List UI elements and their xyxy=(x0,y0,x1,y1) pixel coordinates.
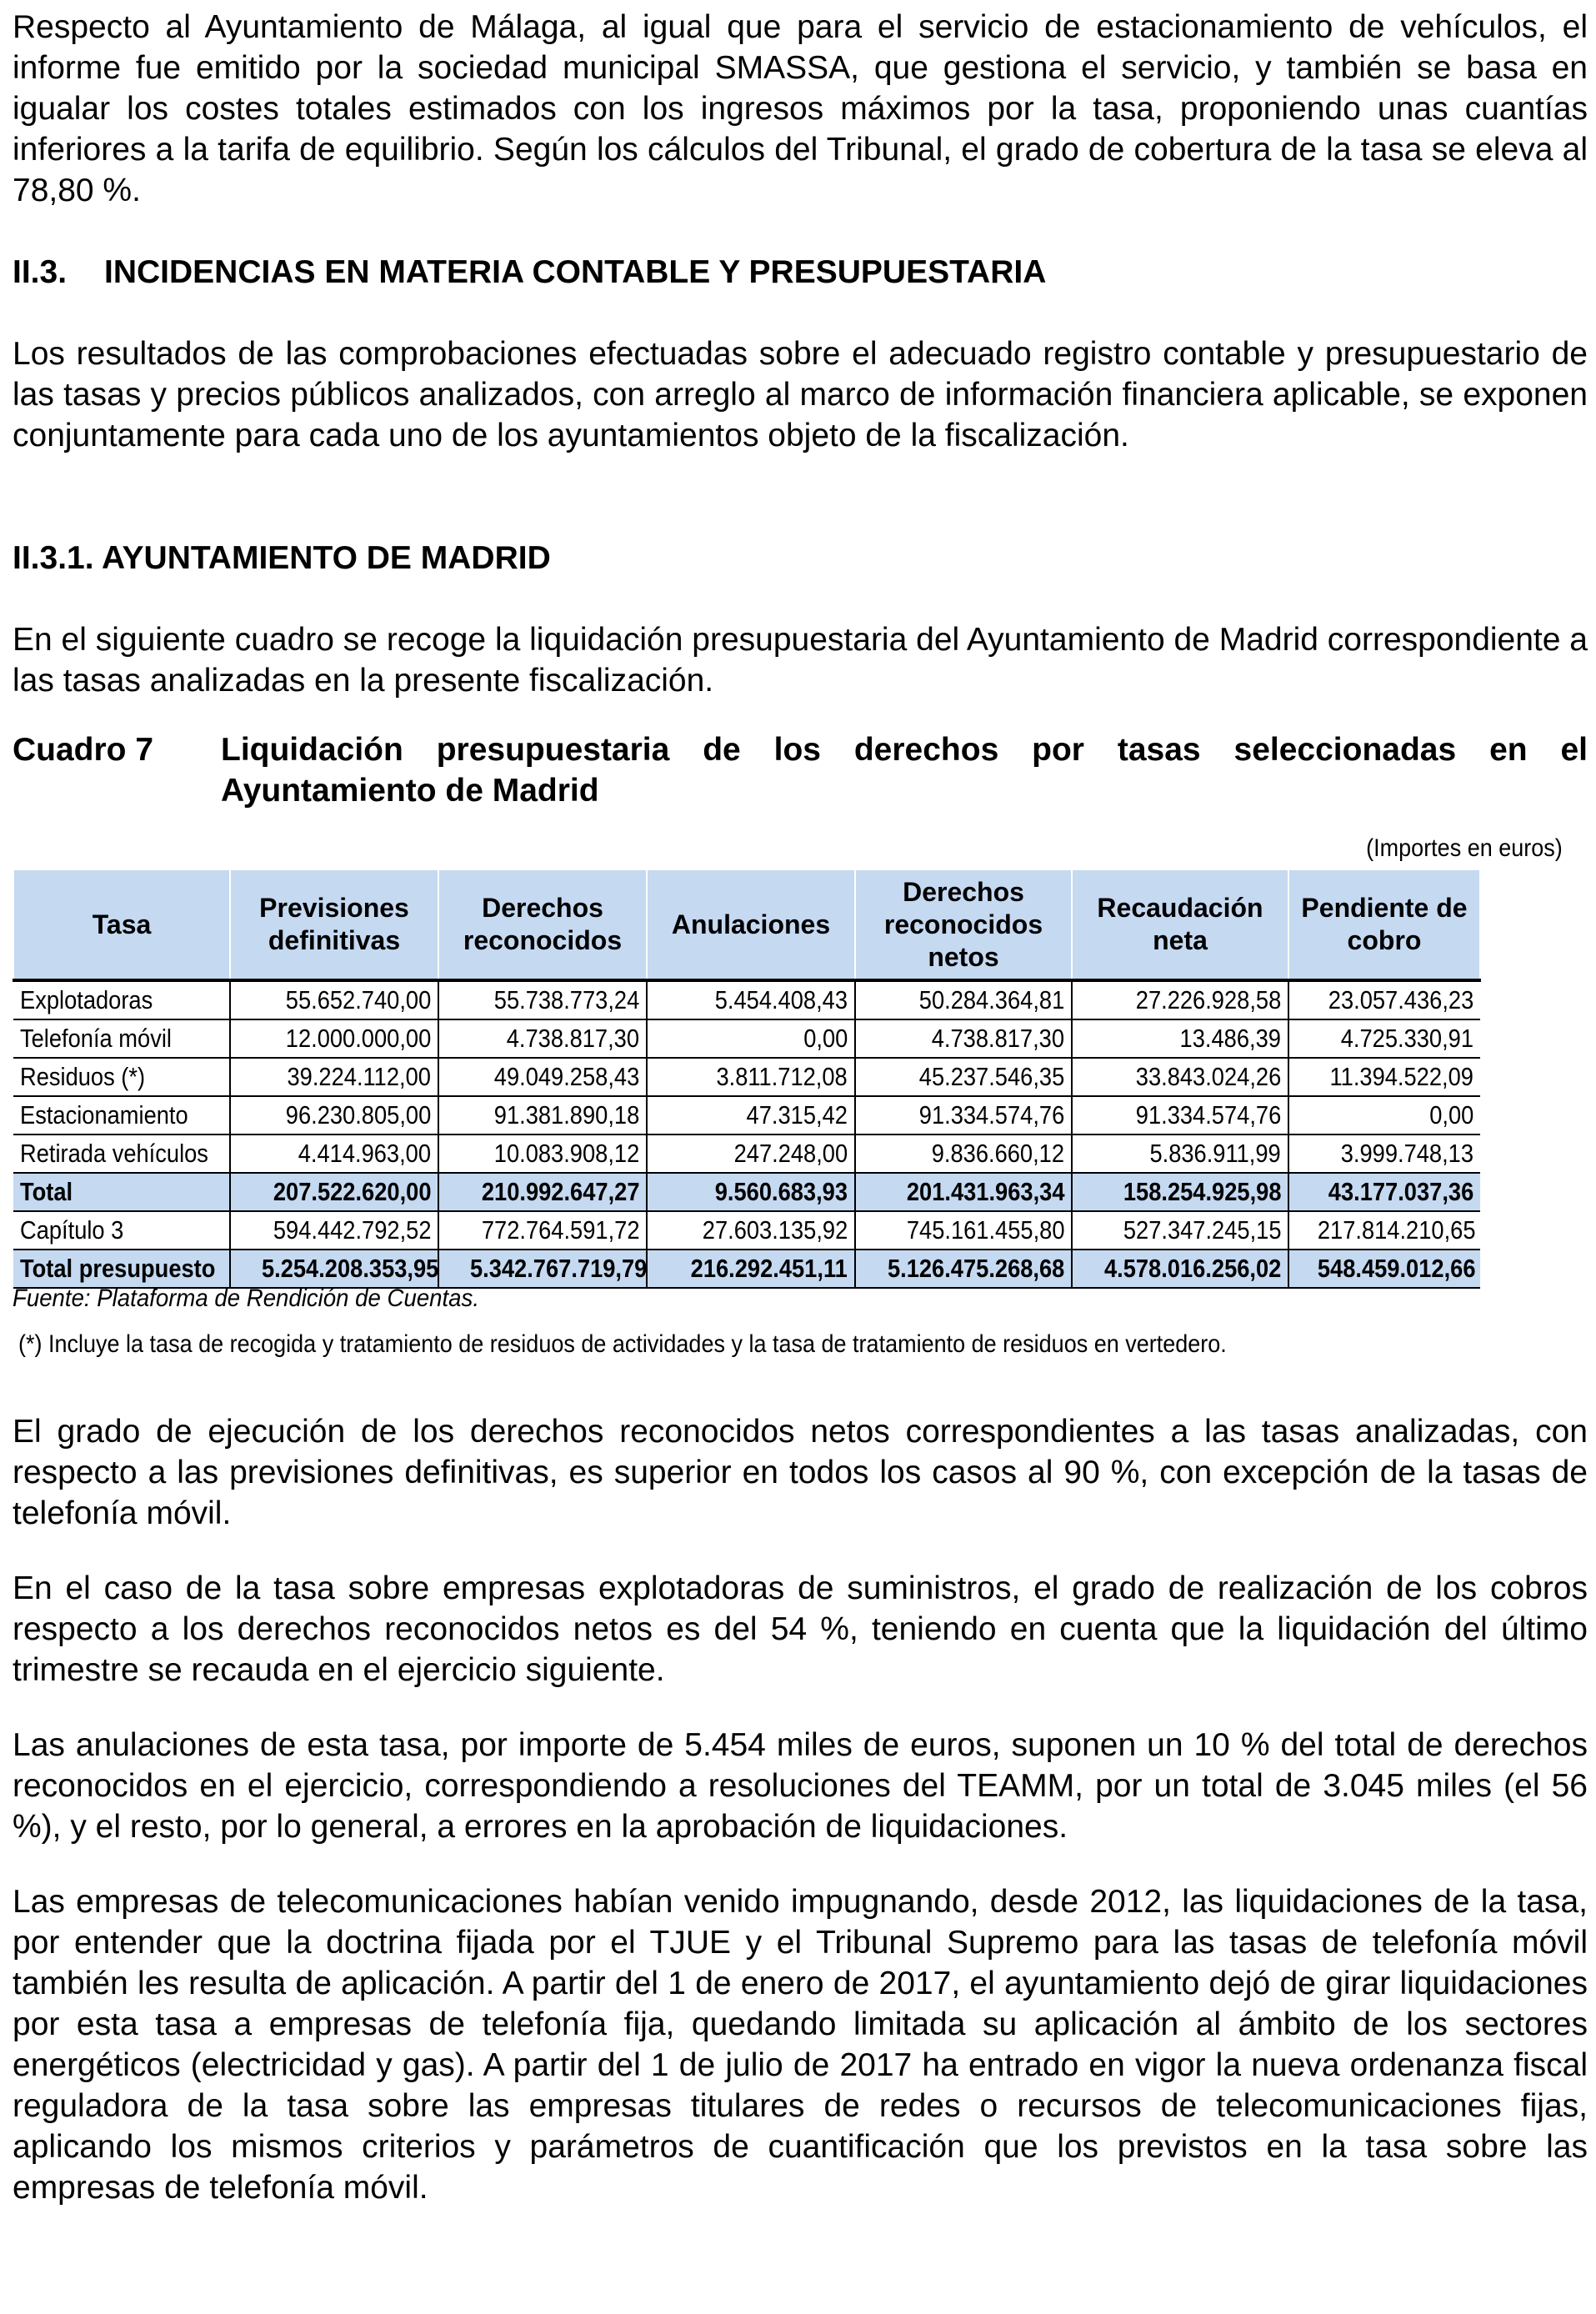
paragraph-explotadoras: En el caso de la tasa sobre empresas explotadoras de suministros, el grado de realización de los cobros respecto a los derechos reconocidos netos es del 54 %, teniendo en cuenta que la liquidación del último trimestre se recauda en el ejercicio siguiente. xyxy=(13,1570,1588,1688)
paragraph-malaga: Respecto al Ayuntamiento de Málaga, al igual que para el servicio de estacionamiento de vehículos, el informe fue emitido por la sociedad municipal SMASSA, que gestiona el servicio, y también se basa en igualar los costes totales estimados con los ingresos máximos por la tasa, proponiendo unas cuantías inferiores a la tarifa de equilibrio. Según los cálculos del Tribunal, el grado de cobertura de la tasa se eleva al 78,80 %. xyxy=(13,9,1588,208)
table-cell: 45.237.546,35 xyxy=(855,1058,1072,1096)
table-cell: 23.057.436,23 xyxy=(1288,980,1480,1019)
row-label: Estacionamiento xyxy=(13,1096,230,1134)
table-cell: 207.522.620,00 xyxy=(230,1173,438,1211)
row-label: Explotadoras xyxy=(13,980,230,1019)
table-cell: 39.224.112,00 xyxy=(230,1058,438,1096)
table-row xyxy=(13,1019,1480,1058)
table-cell: 55.652.740,00 xyxy=(230,980,438,1019)
table-footnote: (*) Incluye la tasa de recogida y tratamiento de residuos de actividades y la tasa de tratamiento de residuos en vertedero. xyxy=(18,1330,1227,1358)
header-previsiones: Previsiones definitivas xyxy=(230,869,438,980)
paragraph-anulaciones: Las anulaciones de esta tasa, por importe de 5.454 miles de euros, suponen un 10 % del total de derechos reconocidos en el ejercicio, correspondiendo a resoluciones del TEAMM, por un total de 3.045 miles (el 56 %), y el resto, por lo general, a errores en la aprobación de liquidaciones. xyxy=(13,1727,1588,1845)
row-label: Capítulo 3 xyxy=(13,1211,230,1250)
table-cell: 91.334.574,76 xyxy=(855,1096,1072,1134)
table-cell: 91.334.574,76 xyxy=(1072,1096,1288,1134)
row-label: Retirada vehículos xyxy=(13,1134,230,1173)
table-row xyxy=(13,1134,1480,1173)
table-cell: 9.836.660,12 xyxy=(855,1134,1072,1173)
section-heading-incidencias xyxy=(13,252,1046,293)
row-label: Total presupuesto xyxy=(13,1250,230,1288)
table-cell: 11.394.522,09 xyxy=(1288,1058,1480,1096)
paragraph-resultados: Los resultados de las comprobaciones efectuadas sobre el adecuado registro contable y presupuestario de las tasas y precios públicos analizados, con arreglo al marco de información financiera aplicable, se exponen conjuntamente para cada uno de los ayuntamientos objeto de la fiscalización. xyxy=(13,336,1588,453)
header-derechos-netos: Derechos reconocidos netos xyxy=(855,869,1072,980)
table-cell: 10.083.908,12 xyxy=(438,1134,647,1173)
table-cell: 4.725.330,91 xyxy=(1288,1019,1480,1058)
section-title: INCIDENCIAS EN MATERIA CONTABLE Y PRESUPUESTARIA xyxy=(104,254,1047,290)
table-cell: 49.049.258,43 xyxy=(438,1058,647,1096)
table-cell: 527.347.245,15 xyxy=(1072,1211,1288,1250)
table-cell: 27.226.928,58 xyxy=(1072,980,1288,1019)
table-row xyxy=(13,1058,1480,1096)
table-cell: 9.560.683,93 xyxy=(647,1173,855,1211)
table-cell: 210.992.647,27 xyxy=(438,1173,647,1211)
paragraph-cuadro-intro: En el siguiente cuadro se recoge la liquidación presupuestaria del Ayuntamiento de Madrid correspondiente a las tasas analizadas en la presente fiscalización. xyxy=(13,622,1588,699)
header-recaudacion: Recaudación neta xyxy=(1072,869,1288,980)
paragraph-telecomunicaciones: Las empresas de telecomunicaciones habían venido impugnando, desde 2012, las liquidaciones de la tasa, por entender que la doctrina fijada por el TJUE y el Tribunal Supremo para las tasas de telefonía móvil también les resulta de aplicación. A partir del 1 de enero de 2017, el ayuntamiento dejó de girar liquidaciones por esta tasa a empresas de telefonía fija, quedando limitada su aplicación al ámbito de los sectores energéticos (electricidad y gas). A partir del 1 de julio de 2017 ha entrado en vigor la nueva ordenanza fiscal reguladora de la tasa sobre las empresas titulares de redes o recursos de telecomunicaciones fijas, aplicando los mismos criterios y parámetros de cuantificación que los previstos en la tasa sobre las empresas de telefonía móvil. xyxy=(13,1884,1588,2206)
table-cell: 5.454.408,43 xyxy=(647,980,855,1019)
table-cell: 4.738.817,30 xyxy=(855,1019,1072,1058)
table-cell: 4.578.016.256,02 xyxy=(1072,1250,1288,1288)
table-units: (Importes en euros) xyxy=(1366,834,1563,862)
header-pendiente: Pendiente de cobro xyxy=(1288,869,1480,980)
row-label: Telefonía móvil xyxy=(13,1019,230,1058)
paragraph-grado-ejecucion: El grado de ejecución de los derechos reconocidos netos correspondientes a las tasas analizadas, con respecto a las previsiones definitivas, es superior en todos los casos al 90 %, con excepción de la tasas de telefonía móvil. xyxy=(13,1414,1588,1531)
table-source: Fuente: Plataforma de Rendición de Cuentas. xyxy=(13,1285,480,1312)
table-cell: 91.381.890,18 xyxy=(438,1096,647,1134)
table-cell: 594.442.792,52 xyxy=(230,1211,438,1250)
table-cell: 50.284.364,81 xyxy=(855,980,1072,1019)
table-cell: 4.738.817,30 xyxy=(438,1019,647,1058)
subsection-heading-madrid: II.3.1. AYUNTAMIENTO DE MADRID xyxy=(13,540,551,576)
section-number: II.3. xyxy=(13,254,68,290)
header-derechos: Derechos reconocidos xyxy=(438,869,647,980)
table-cell: 772.764.591,72 xyxy=(438,1211,647,1250)
table-cell: 158.254.925,98 xyxy=(1072,1173,1288,1211)
table-row-total xyxy=(13,1173,1480,1211)
table-cell: 4.414.963,00 xyxy=(230,1134,438,1173)
table-header-row xyxy=(13,869,1480,980)
table-row xyxy=(13,1211,1480,1250)
table-row xyxy=(13,980,1480,1019)
table-number: Cuadro 7 xyxy=(13,732,154,768)
table-cell: 216.292.451,11 xyxy=(647,1250,855,1288)
table-cell: 12.000.000,00 xyxy=(230,1019,438,1058)
table-cell: 548.459.012,66 xyxy=(1288,1250,1480,1288)
table-title: Liquidación presupuestaria de los derechos por tasas seleccionadas en el Ayuntamiento de Madrid xyxy=(221,732,1588,809)
table-cell: 13.486,39 xyxy=(1072,1019,1288,1058)
table-cell: 0,00 xyxy=(1288,1096,1480,1134)
table-cell: 55.738.773,24 xyxy=(438,980,647,1019)
table-cell: 247.248,00 xyxy=(647,1134,855,1173)
table-cell: 745.161.455,80 xyxy=(855,1211,1072,1250)
table-cell: 5.126.475.268,68 xyxy=(855,1250,1072,1288)
table-cell: 201.431.963,34 xyxy=(855,1173,1072,1211)
table-cell: 33.843.024,26 xyxy=(1072,1058,1288,1096)
row-label: Residuos (*) xyxy=(13,1058,230,1096)
table-row-total-presupuesto xyxy=(13,1250,1480,1288)
row-label: Total xyxy=(13,1173,230,1211)
table-cell: 5.836.911,99 xyxy=(1072,1134,1288,1173)
header-tasa: Tasa xyxy=(13,869,230,980)
table-cell: 5.342.767.719,79 xyxy=(438,1250,647,1288)
table-cell: 3.811.712,08 xyxy=(647,1058,855,1096)
header-anulaciones: Anulaciones xyxy=(647,869,855,980)
liquidacion-table xyxy=(13,869,1481,1289)
table-cell: 217.814.210,65 xyxy=(1288,1211,1480,1250)
table-cell: 43.177.037,36 xyxy=(1288,1173,1480,1211)
table-cell: 27.603.135,92 xyxy=(647,1211,855,1250)
table-cell: 5.254.208.353,95 xyxy=(230,1250,438,1288)
table-cell: 3.999.748,13 xyxy=(1288,1134,1480,1173)
table-cell: 47.315,42 xyxy=(647,1096,855,1134)
table-cell: 96.230.805,00 xyxy=(230,1096,438,1134)
table-cell: 0,00 xyxy=(647,1019,855,1058)
table-row xyxy=(13,1096,1480,1134)
